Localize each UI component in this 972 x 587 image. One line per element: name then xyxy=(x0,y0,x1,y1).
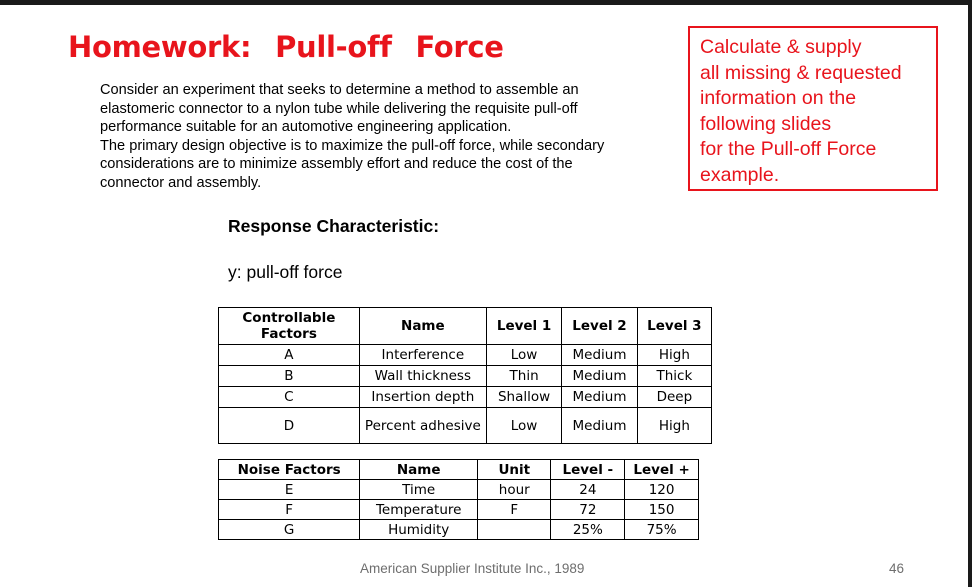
callout-line: Calculate & supply xyxy=(700,36,862,58)
table-cell: Wall thickness xyxy=(359,366,486,387)
intro-text xyxy=(100,81,640,192)
table-cell: 75% xyxy=(625,520,699,540)
header-cell: Controllable Factors xyxy=(219,308,360,345)
table-cell xyxy=(478,520,551,540)
table-cell: 150 xyxy=(625,500,699,520)
table-cell: 25% xyxy=(551,520,625,540)
table-cell: D xyxy=(219,408,360,444)
table-row xyxy=(219,345,712,366)
table-cell: G xyxy=(219,520,360,540)
noise-factors-table xyxy=(218,459,699,540)
table-cell: Low xyxy=(486,345,561,366)
table-cell: F xyxy=(219,500,360,520)
table-header-row xyxy=(219,460,699,480)
table-cell: C xyxy=(219,387,360,408)
header-cell: Level + xyxy=(625,460,699,480)
controllable-factors-table xyxy=(218,307,712,444)
table-cell: Medium xyxy=(562,408,638,444)
table-row xyxy=(219,387,712,408)
slide-title: Homework: Pull-off Force xyxy=(68,30,504,64)
table-row xyxy=(219,520,699,540)
table-cell: Percent adhesive xyxy=(359,408,486,444)
table-row xyxy=(219,366,712,387)
table-row xyxy=(219,408,712,444)
table-cell: Low xyxy=(486,408,561,444)
intro-paragraph-2: The primary design objective is to maximize the pull-off force, while secondary considerations are to minimize assembly effort and reduce the cost of the connector and assembly. xyxy=(100,137,605,191)
table-cell: Time xyxy=(360,480,478,500)
table-cell: Thin xyxy=(486,366,561,387)
table-cell: Medium xyxy=(562,366,638,387)
header-cell: Unit xyxy=(478,460,551,480)
table-header-row xyxy=(219,308,712,345)
table-cell: F xyxy=(478,500,551,520)
table-cell: 120 xyxy=(625,480,699,500)
response-heading: Response Characteristic: xyxy=(228,216,440,236)
table-cell: High xyxy=(637,345,711,366)
header-cell: Level 1 xyxy=(486,308,561,345)
intro-paragraph-1: Consider an experiment that seeks to determine a method to assemble an elastomeric connector to a nylon tube while delivering the requisite pull-off performance suitable for an automotive engineering application. xyxy=(100,82,579,135)
table-cell: A xyxy=(219,345,360,366)
header-cell: Level 3 xyxy=(637,308,711,345)
header-cell: Level - xyxy=(551,460,625,480)
instruction-callout xyxy=(688,26,938,191)
table-cell: Medium xyxy=(562,387,638,408)
table-cell: Deep xyxy=(637,387,711,408)
footer-credit: American Supplier Institute Inc., 1989 xyxy=(360,561,585,576)
table-cell: Shallow xyxy=(486,387,561,408)
callout-line: all missing & requested xyxy=(700,61,902,84)
table-row xyxy=(219,480,699,500)
table-cell: Insertion depth xyxy=(359,387,486,408)
header-cell: Name xyxy=(359,308,486,345)
table-cell: Humidity xyxy=(360,520,478,540)
table-cell: Interference xyxy=(359,345,486,366)
top-border xyxy=(0,0,972,5)
header-cell: Name xyxy=(360,460,478,480)
header-cell: Noise Factors xyxy=(219,460,360,480)
table-cell: hour xyxy=(478,480,551,500)
header-cell: Level 2 xyxy=(562,308,638,345)
callout-line: for the Pull-off Force xyxy=(700,138,877,160)
table-cell: High xyxy=(637,408,711,444)
table-row xyxy=(219,500,699,520)
table-cell: Medium xyxy=(562,345,638,366)
table-cell: 72 xyxy=(551,500,625,520)
table-cell: 24 xyxy=(551,480,625,500)
table-cell: Temperature xyxy=(360,500,478,520)
right-border xyxy=(968,0,972,587)
callout-line: example. xyxy=(700,163,780,186)
callout-line: information on the xyxy=(700,87,857,109)
page-number: 46 xyxy=(889,561,905,576)
callout-line: following slides xyxy=(700,112,832,135)
table-cell: E xyxy=(219,480,360,500)
table-cell: Thick xyxy=(637,366,711,387)
table-cell: B xyxy=(219,366,360,387)
response-variable: y: pull-off force xyxy=(228,262,343,282)
